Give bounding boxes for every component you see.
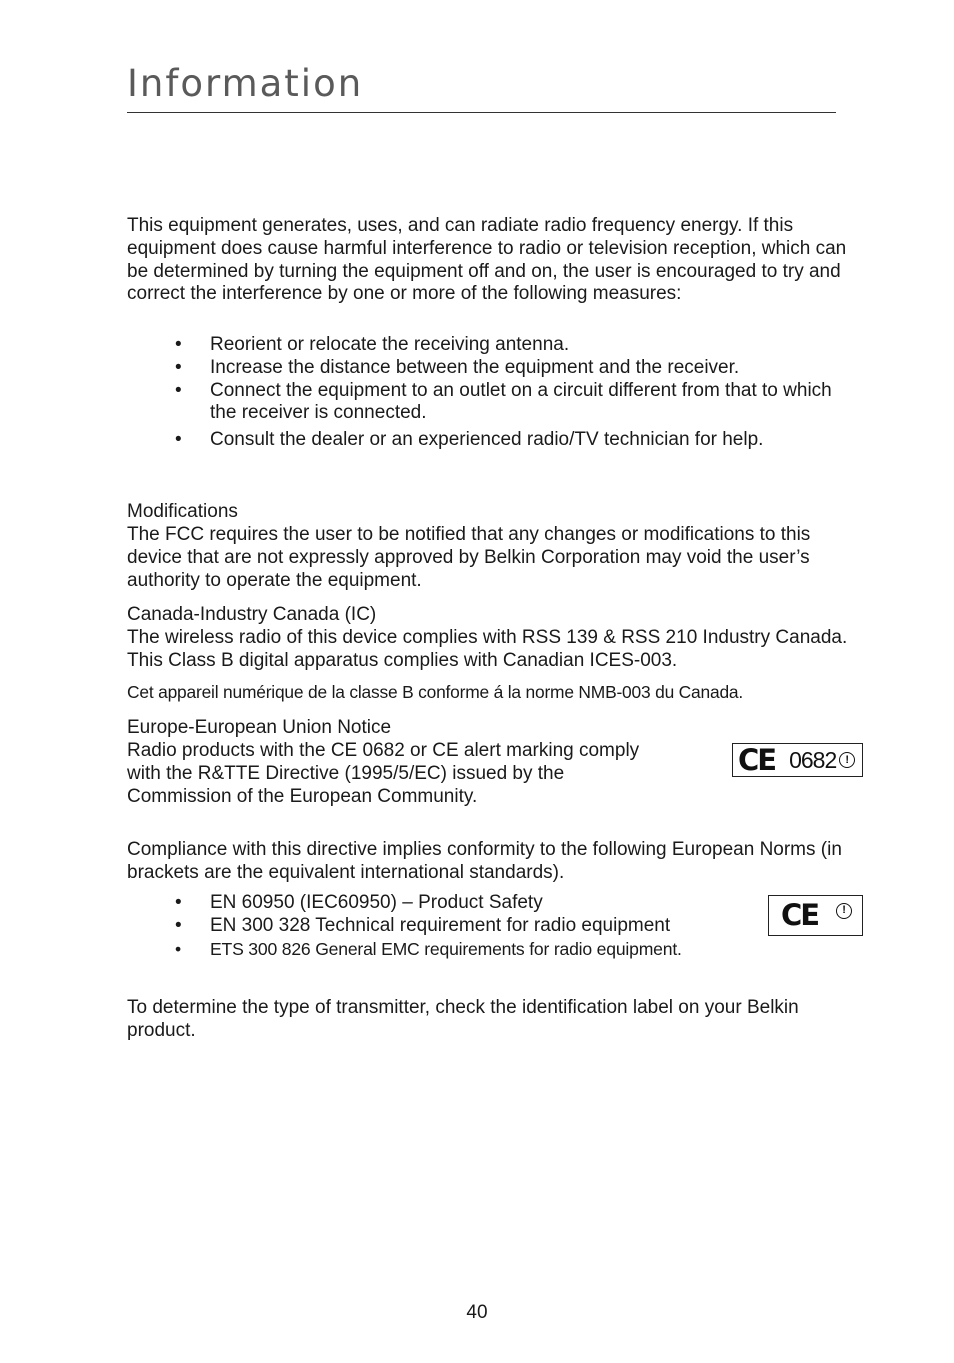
list-item: • Consult the dealer or an experienced radio/TV technician for help. [127,429,852,452]
ce-0682-alert-label [732,743,863,777]
ce-mark-icon: CE [738,742,776,777]
list-item: • EN 60950 (IEC60950) – Product Safety [127,892,852,915]
modifications-body: The FCC requires the user to be notified that any changes or modifications to this device that are not expressly approved by Belkin Corporation may void the user’s authority to operate the equipment. [127,524,811,591]
notified-body-number: 0682 [789,746,837,773]
list-item: • EN 300 328 Technical requirement for radio equipment [127,915,852,938]
interference-paragraph: This equipment generates, uses, and can radiate radio frequency energy. If this equipment does cause harmful interference to radio or television reception, which can be determined by turning the equipment off and on, the user is encouraged to try and correct the interference by one or more of the following measures: [127,215,847,305]
europe-body: Radio products with the CE 0682 or CE alert marking comply with the R&TTE Directive (1995/5/EC) issued by the Commission of the European Community. [127,740,640,807]
list-item: • ETS 300 826 General EMC requirements for radio equipment. [127,938,852,961]
alert-icon: ! [839,752,855,768]
list-item: • Connect the equipment to an outlet on a circuit different from that to which the receiver is connected. [127,380,852,426]
ce-alert-label [768,895,863,936]
canada-french-notice: Cet appareil numérique de la classe B conforme á la norme NMB-003 du Canada. [127,682,744,702]
ce-mark-icon: CE [781,898,819,932]
page-number: 40 [466,1302,488,1323]
compliance-paragraph: Compliance with this directive implies conformity to the following European Norms (in brackets are the equivalent international standards). [127,839,842,883]
alert-icon: ! [836,903,852,919]
canada-body: The wireless radio of this device complies with RSS 139 & RSS 210 Industry Canada. This Class B digital apparatus complies with Canadian ICES-003. [127,627,848,671]
interference-measures-list [127,334,852,452]
list-item: • Increase the distance between the equipment and the receiver. [127,357,852,380]
title-divider [127,112,836,113]
european-norms-list [127,892,852,960]
list-item: • Reorient or relocate the receiving antenna. [127,334,852,357]
europe-heading: Europe-European Union Notice [127,717,392,738]
page-title: Information [127,62,364,105]
transmitter-paragraph: To determine the type of transmitter, check the identification label on your Belkin product. [127,997,799,1041]
canada-heading: Canada-Industry Canada (IC) [127,604,377,625]
modifications-heading: Modifications [127,501,238,522]
